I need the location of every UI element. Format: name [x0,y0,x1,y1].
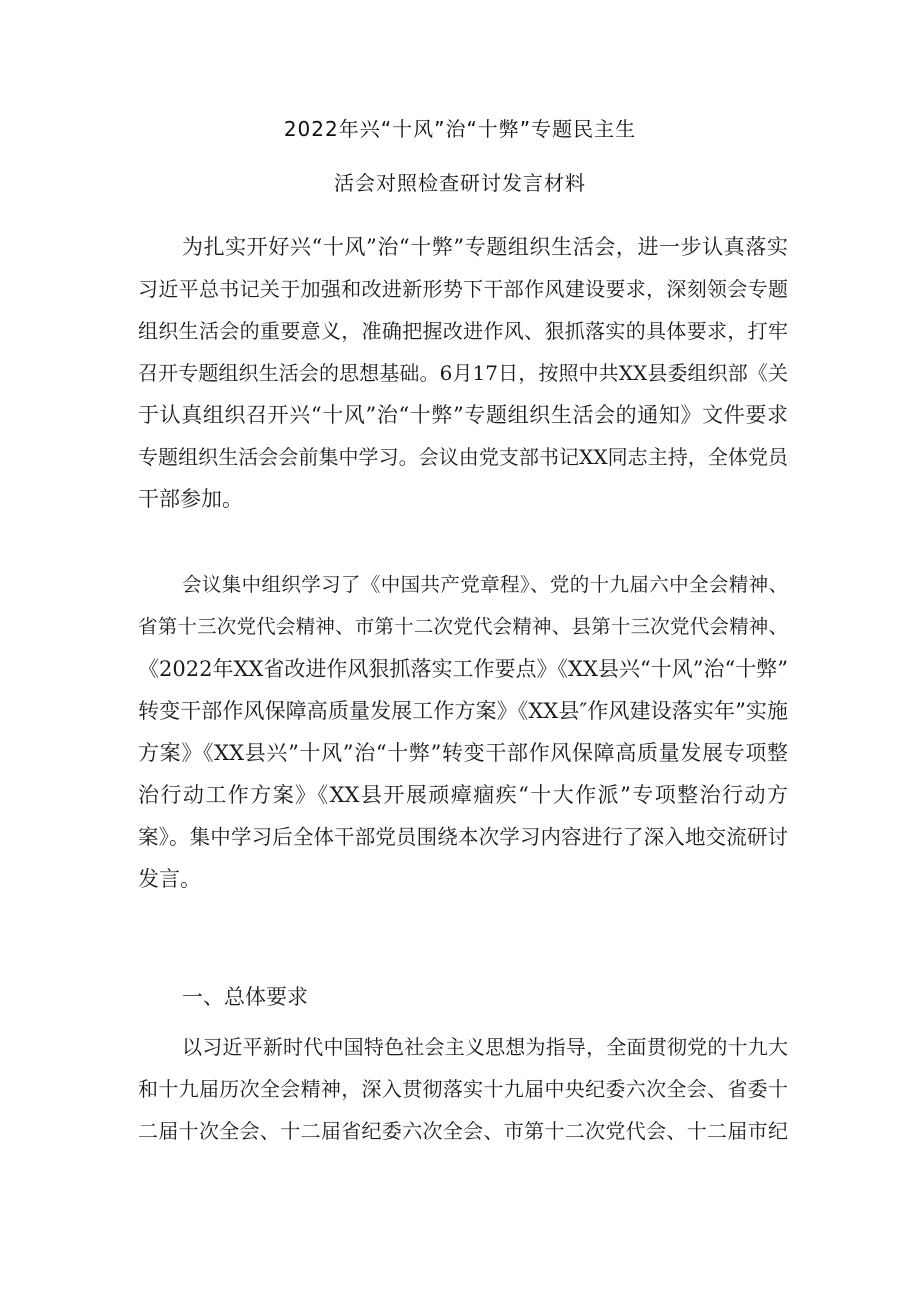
text-line: 习近平总书记关于加强和改进新形势下干部作风建设要求，深刻领会专题 [138,277,788,301]
text-line: 以习近平新时代中国特色社会主义思想为指导，全面贯彻党的十九大 [182,1035,788,1059]
text-line: 于认真组织召开兴“十风”治“十弊”专题组织生活会的通知》文件要求 [138,403,788,427]
text-line: 案》。集中学习后全体干部党员围绕本次学习内容进行了深入地交流研讨 [138,825,788,849]
paragraph-intro [138,226,788,520]
text-line: 会议集中组织学习了《中国共产党章程》、党的十九届六中全会精神、 [182,573,788,596]
document-title [0,102,920,210]
text-line: 干部参加。 [138,487,243,511]
text-line: 专题组织生活会会前集中学习。会议由党支部书记XX同志主持，全体党员 [138,445,788,469]
text-line: 为扎实开好兴“十风”治“十弊”专题组织生活会，进一步认真落实 [182,235,788,259]
text-line: 二届十次全会、十二届省纪委六次全会、市第十二次党代会、十二届市纪 [138,1119,788,1143]
heading-line: 一、总体要求 [182,985,308,1009]
text-line: 和十九届历次全会精神，深入贯彻落实十九届中央纪委六次全会、省委十 [138,1077,788,1101]
text-line: 组织生活会的重要意义，准确把握改进作风、狠抓落实的具体要求，打牢 [138,319,788,343]
text-line: 省第十三次党代会精神、市第十二次党代会精神、县第十三次党代会精神、 [138,615,788,638]
title-line-1: 2022年兴“十风”治“十弊”专题民主生 [283,117,637,141]
section-heading [138,976,788,1018]
paragraph-requirements [138,1026,788,1152]
text-line: 召开专题组织生活会的思想基础。6月17日，按照中共XX县委组织部《关 [138,361,788,385]
title-line-2: 活会对照检查研讨发言材料 [334,171,586,195]
text-line: 方案》《XX县兴”十风”治“十弊”转变干部作风保障高质量发展专项整 [138,741,788,765]
text-line: 《2022年XX省改进作风狠抓落实工作要点》《XX县兴“十风”治“十弊” [138,657,788,681]
text-line: 治行动工作方案》《XX县开展顽瘴痼疾“十大作派”专项整治行动方 [138,783,788,807]
text-line: 发言。 [138,867,201,891]
text-line: 转变干部作风保障高质量发展工作方案》《XX县″作风建设落实年”实施 [138,699,788,723]
paragraph-study [138,564,788,900]
